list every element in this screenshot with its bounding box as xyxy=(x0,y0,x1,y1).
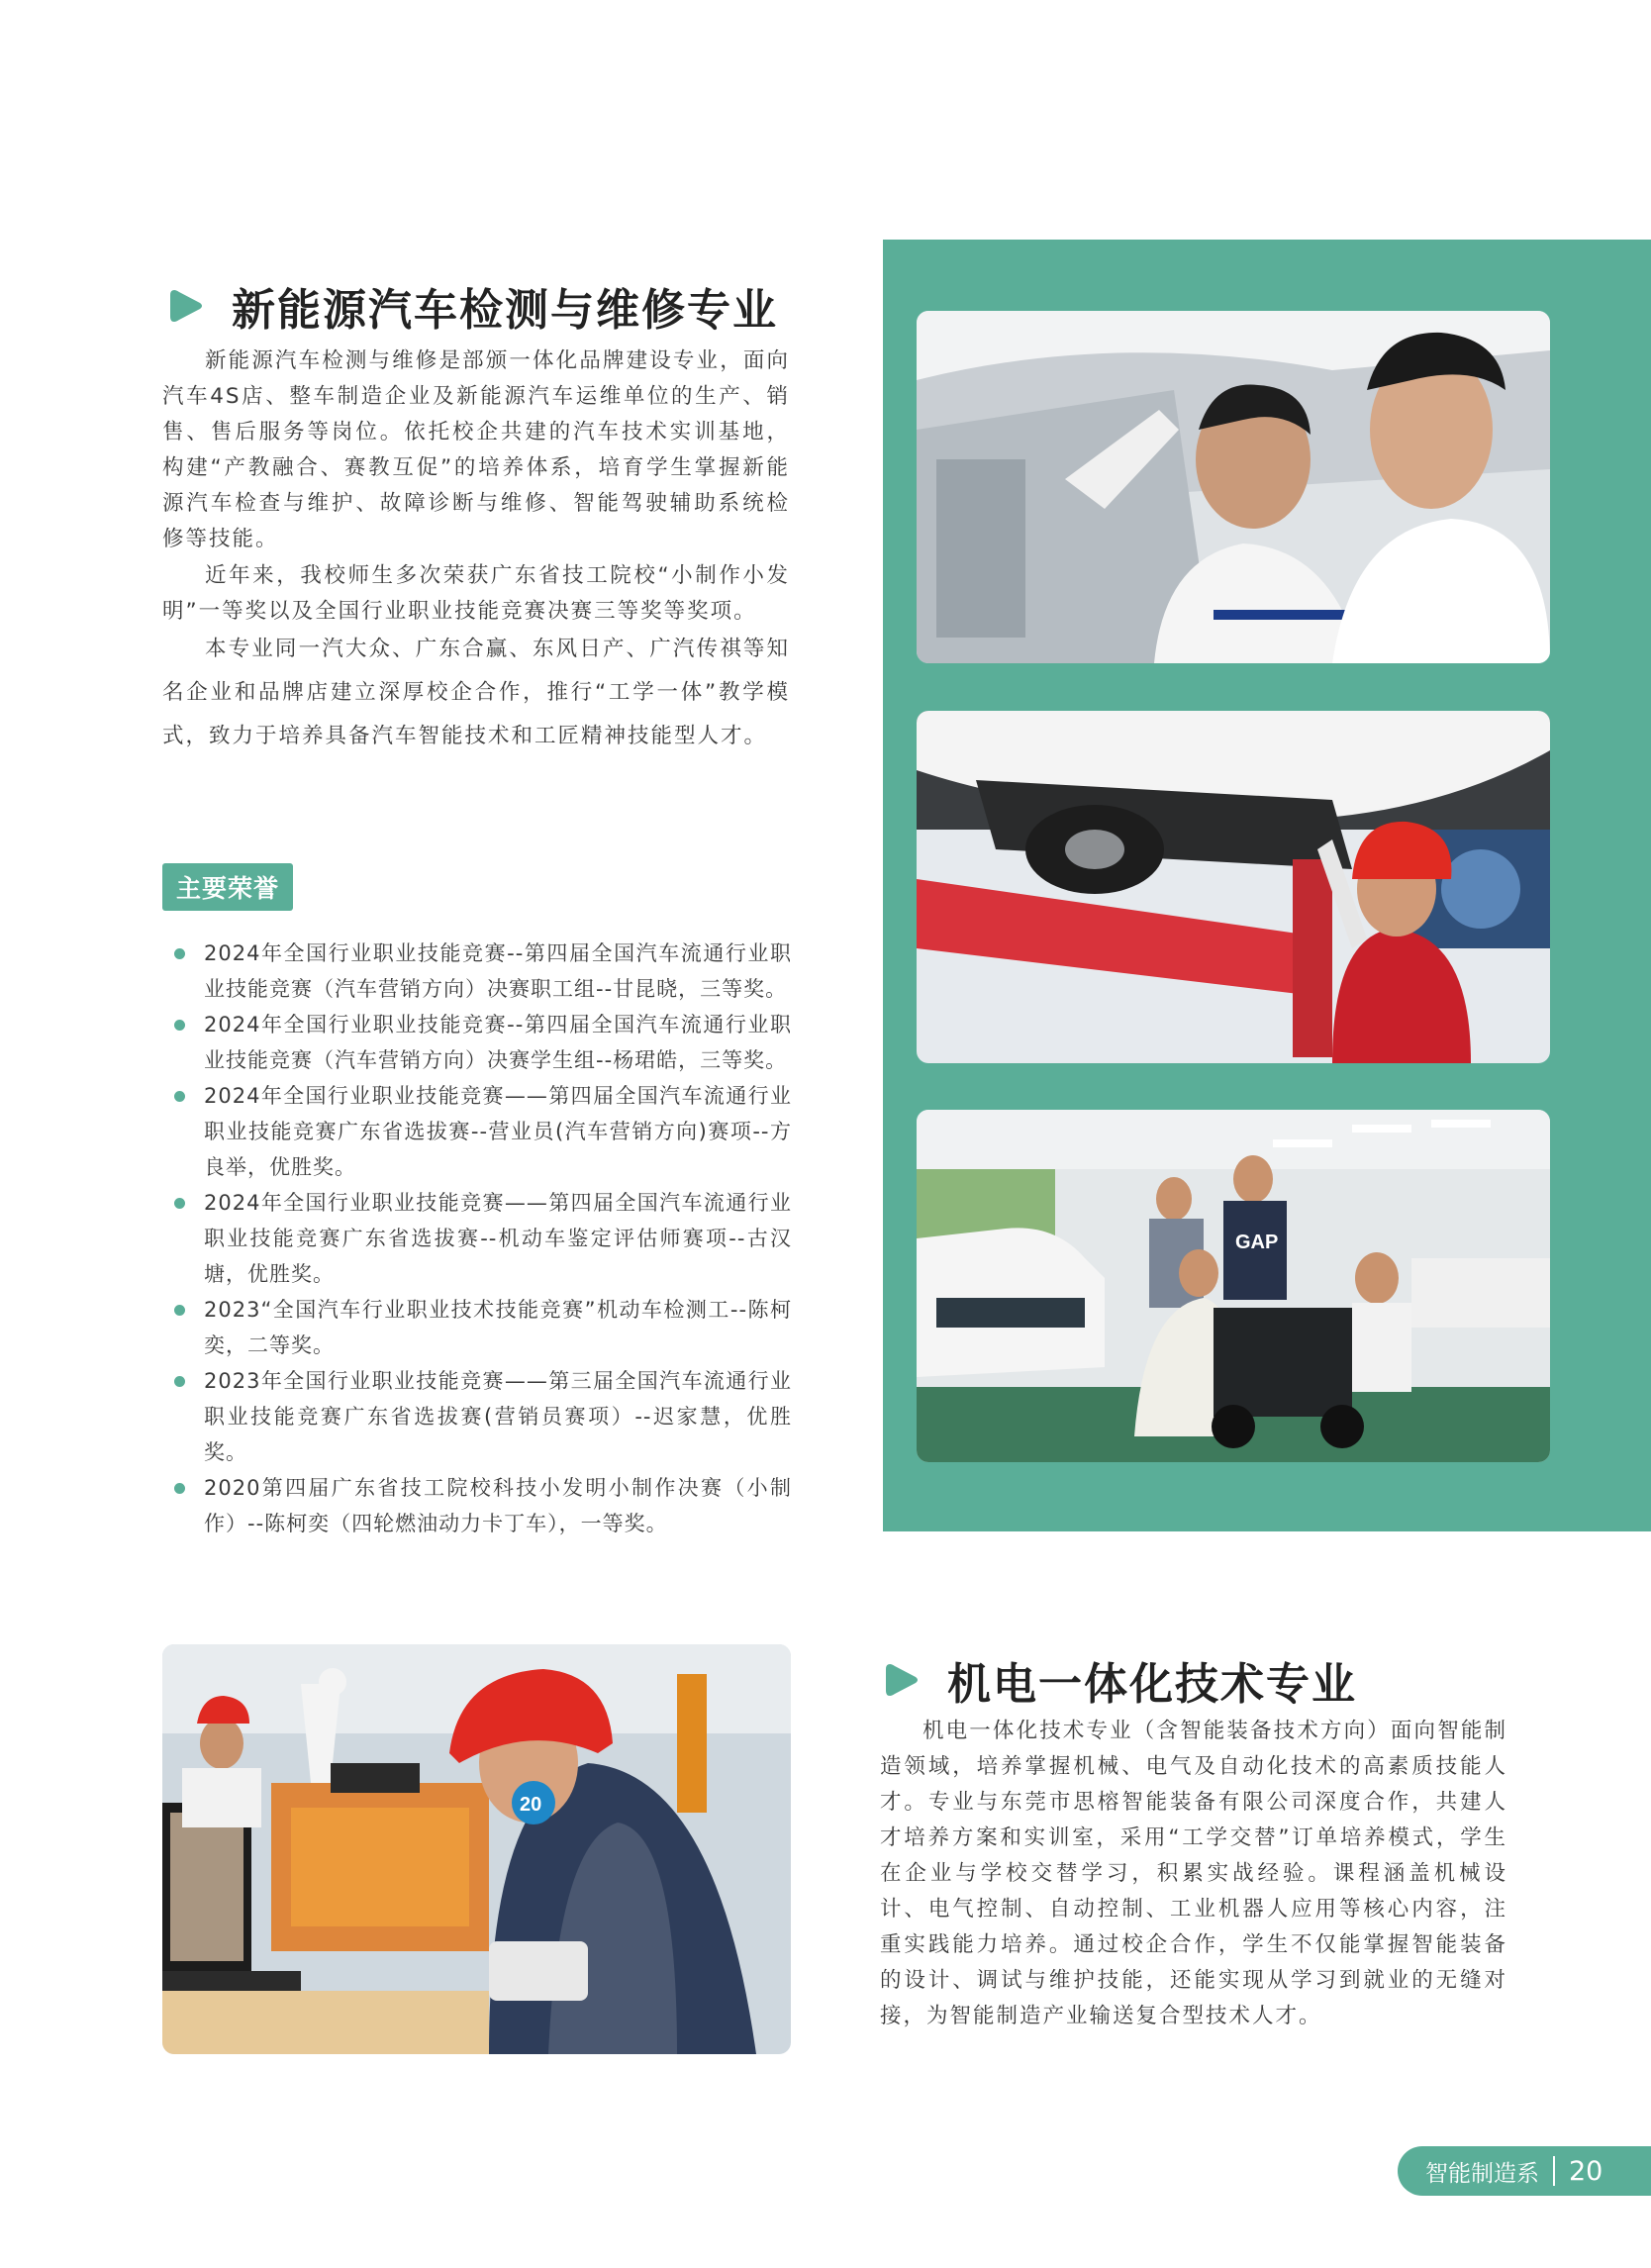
section2-heading xyxy=(886,1648,1357,1712)
shirt-label: GAP xyxy=(1235,1232,1279,1253)
bullet-dot-icon xyxy=(174,1020,185,1031)
bullet-dot-icon xyxy=(174,1198,185,1209)
page-number: 20 xyxy=(1569,2155,1603,2187)
photo-car-inspection xyxy=(917,311,1550,663)
footer-divider xyxy=(1553,2156,1555,2186)
footer-department: 智能制造系 xyxy=(1425,2160,1539,2187)
section1-paragraph: 本专业同一汽大众、广东合赢、东风日产、广汽传祺等知名企业和品牌店建立深厚校企合作，推行“工学一体”教学模式，致力于培养具备汽车智能技术和工匠精神技能型人才。 xyxy=(162,637,790,748)
honor-item: 2024年全国行业职业技能竞赛--第四届全国汽车流通行业职业技能竞赛（汽车营销方向）决赛学生组--杨珺皓，三等奖。 xyxy=(162,1007,792,1078)
jersey-number: 20 xyxy=(520,1794,542,1816)
section2-paragraph: 机电一体化技术专业（含智能装备技术方向）面向智能制造领域，培养掌握机械、电气及自动化技术的高素质技能人才。专业与东莞市思榕智能装备有限公司深度合作，共建人才培养方案和实训室，采用“工学交替”订单培养模式，学生在企业与学校交替学习，积累实战经验。课程涵盖机械设计、电气控制、自动控制、工业机器人应用等核心内容，注重实践能力培养。通过校企合作，学生不仅能掌握智能装备的设计、调试与维护技能，还能实现从学习到就业的无缝对接，为智能制造产业输送复合型技术人才。 xyxy=(880,1719,1507,2028)
honor-item: 2024年全国行业职业技能竞赛--第四届全国汽车流通行业职业技能竞赛（汽车营销方向）决赛职工组--甘昆晓，三等奖。 xyxy=(162,936,792,1007)
photo-workshop-robot xyxy=(917,1110,1550,1462)
bullet-dot-icon xyxy=(174,948,185,959)
bullet-dot-icon xyxy=(174,1483,185,1494)
section1-paragraph: 近年来，我校师生多次荣获广东省技工院校“小制作小发明”一等奖以及全国行业职业技能竞赛决赛三等奖等奖项。 xyxy=(162,563,790,624)
honor-item: 2023年全国行业职业技能竞赛——第三届全国汽车流通行业职业技能竞赛广东省选拔赛(营销员赛项）--迟家慧，优胜奖。 xyxy=(162,1363,792,1470)
page-footer-tab xyxy=(1398,2146,1651,2196)
bullet-dot-icon xyxy=(174,1091,185,1102)
section1-title: 新能源汽车检测与维修专业 xyxy=(232,285,778,336)
honor-item: 2023“全国汽车行业职业技术技能竞赛”机动车检测工--陈柯奕，二等奖。 xyxy=(162,1292,792,1363)
section1-body xyxy=(162,344,790,758)
honors-badge: 主要荣誉 xyxy=(162,863,293,911)
photo-car-lift xyxy=(917,711,1550,1063)
play-triangle-icon xyxy=(170,287,204,325)
honor-item: 2024年全国行业职业技能竞赛——第四届全国汽车流通行业职业技能竞赛广东省选拔赛--机动车鉴定评估师赛项--古汉塘，优胜奖。 xyxy=(162,1185,792,1292)
photo-mechatronics-lab xyxy=(162,1644,791,2054)
section1-heading xyxy=(170,274,778,338)
section2-body xyxy=(880,1714,1507,2034)
section1-paragraph: 新能源汽车检测与维修是部颁一体化品牌建设专业，面向汽车4S店、整车制造企业及新能源汽车运维单位的生产、销售、售后服务等岗位。依托校企共建的汽车技术实训基地，构建“产教融合、赛教互促”的培养体系，培育学生掌握新能源汽车检查与维护、故障诊断与维修、智能驾驶辅助系统检修等技能。 xyxy=(162,348,790,551)
bullet-dot-icon xyxy=(174,1305,185,1316)
honor-item: 2020第四届广东省技工院校科技小发明小制作决赛（小制作）--陈柯奕（四轮燃油动力卡丁车），一等奖。 xyxy=(162,1470,792,1541)
play-triangle-icon xyxy=(886,1661,920,1699)
bullet-dot-icon xyxy=(174,1376,185,1387)
honor-item: 2024年全国行业职业技能竞赛——第四届全国汽车流通行业职业技能竞赛广东省选拔赛--营业员(汽车营销方向)赛项--方良举，优胜奖。 xyxy=(162,1078,792,1185)
section2-title: 机电一体化技术专业 xyxy=(947,1659,1357,1710)
honors-list xyxy=(162,936,792,1541)
